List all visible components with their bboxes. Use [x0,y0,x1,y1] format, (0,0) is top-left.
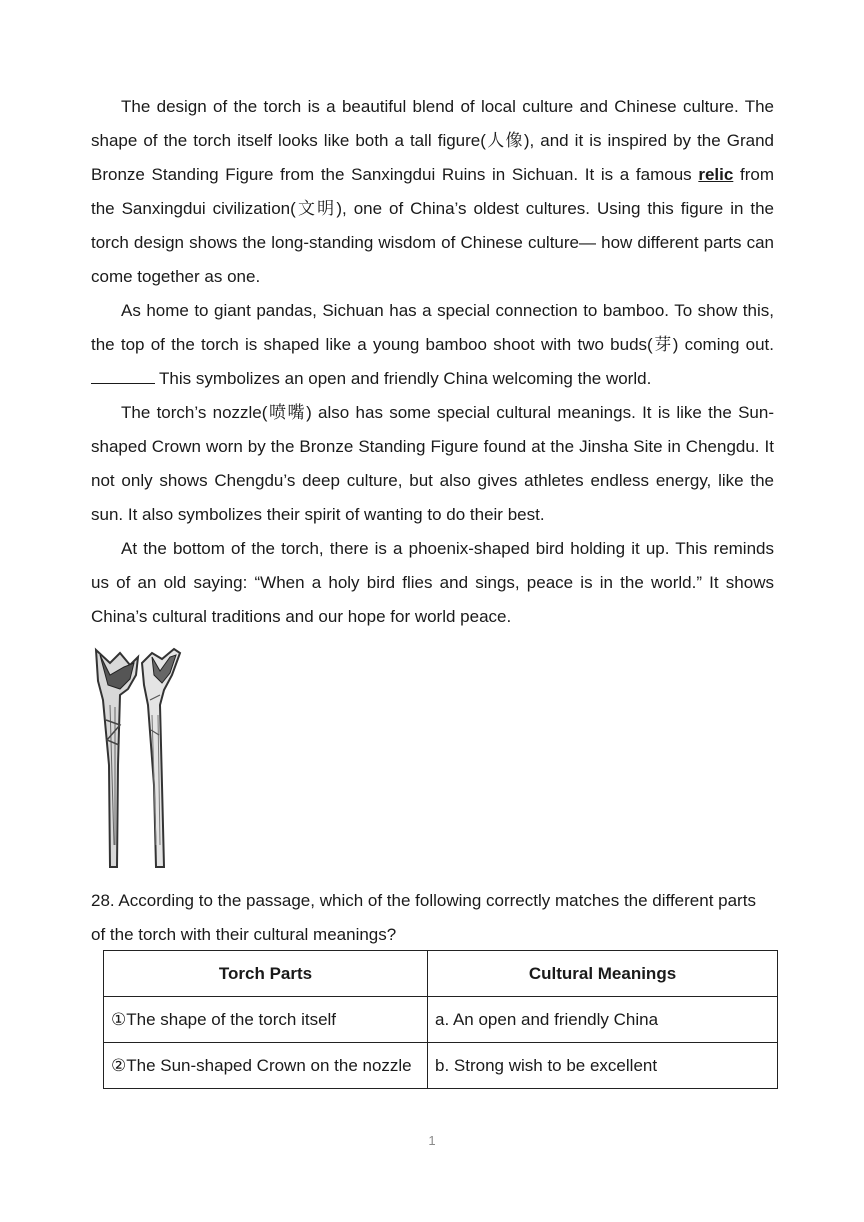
header-torch-parts: Torch Parts [104,951,428,997]
table-header-row [104,951,778,997]
answer-blank [91,369,155,384]
paragraph-1: The design of the torch is a beautiful blend of local culture and Chinese culture. The shape of the torch itself looks like both a tall figure(人像), and it is inspired by the Grand Bronze Standing Figure from the Sanxingdui Ruins in Sichuan. It is a famous relic from the Sanxingdui civilization(文明), one of China’s oldest cultures. Using this figure in the torch design shows the long-standing wisdom of Chinese culture— how different parts can come together as one. [91,97,774,286]
torch-illustration [90,645,190,870]
paragraph-2: As home to giant pandas, Sichuan has a special connection to bamboo. To show this, the top of the torch is shaped like a young bamboo shoot with two buds(芽) coming out. This symbolizes an open and friendly China welcoming the world. [91,301,774,388]
table-cell: ①The shape of the torch itself [104,997,428,1043]
paragraph-4: At the bottom of the torch, there is a phoenix-shaped bird holding it up. This reminds us of an old saying: “When a holy bird flies and sings, peace is in the world.” It shows China’s cultural traditions and our hope for world peace. [91,539,774,626]
table-cell: ②The Sun-shaped Crown on the nozzle [104,1043,428,1089]
table-row [104,1043,778,1089]
table-row [104,997,778,1043]
highlighted-word-relic: relic [698,165,734,184]
reading-passage [91,90,774,634]
header-cultural-meanings: Cultural Meanings [428,951,778,997]
question-28: 28. According to the passage, which of the following correctly matches the different parts of the torch with their cultural meanings? [91,891,756,944]
table-cell: a. An open and friendly China [428,997,778,1043]
table-cell: b. Strong wish to be excellent [428,1043,778,1089]
page-number: 1 [428,1133,436,1148]
matching-table [103,950,778,1089]
paragraph-3: The torch’s nozzle(喷嘴) also has some special cultural meanings. It is like the Sun-shaped Crown worn by the Bronze Standing Figure found at the Jinsha Site in Chengdu. It not only shows Chengdu’s deep culture, but also gives athletes endless energy, like the sun. It also symbolizes their spirit of wanting to do their best. [91,403,774,524]
